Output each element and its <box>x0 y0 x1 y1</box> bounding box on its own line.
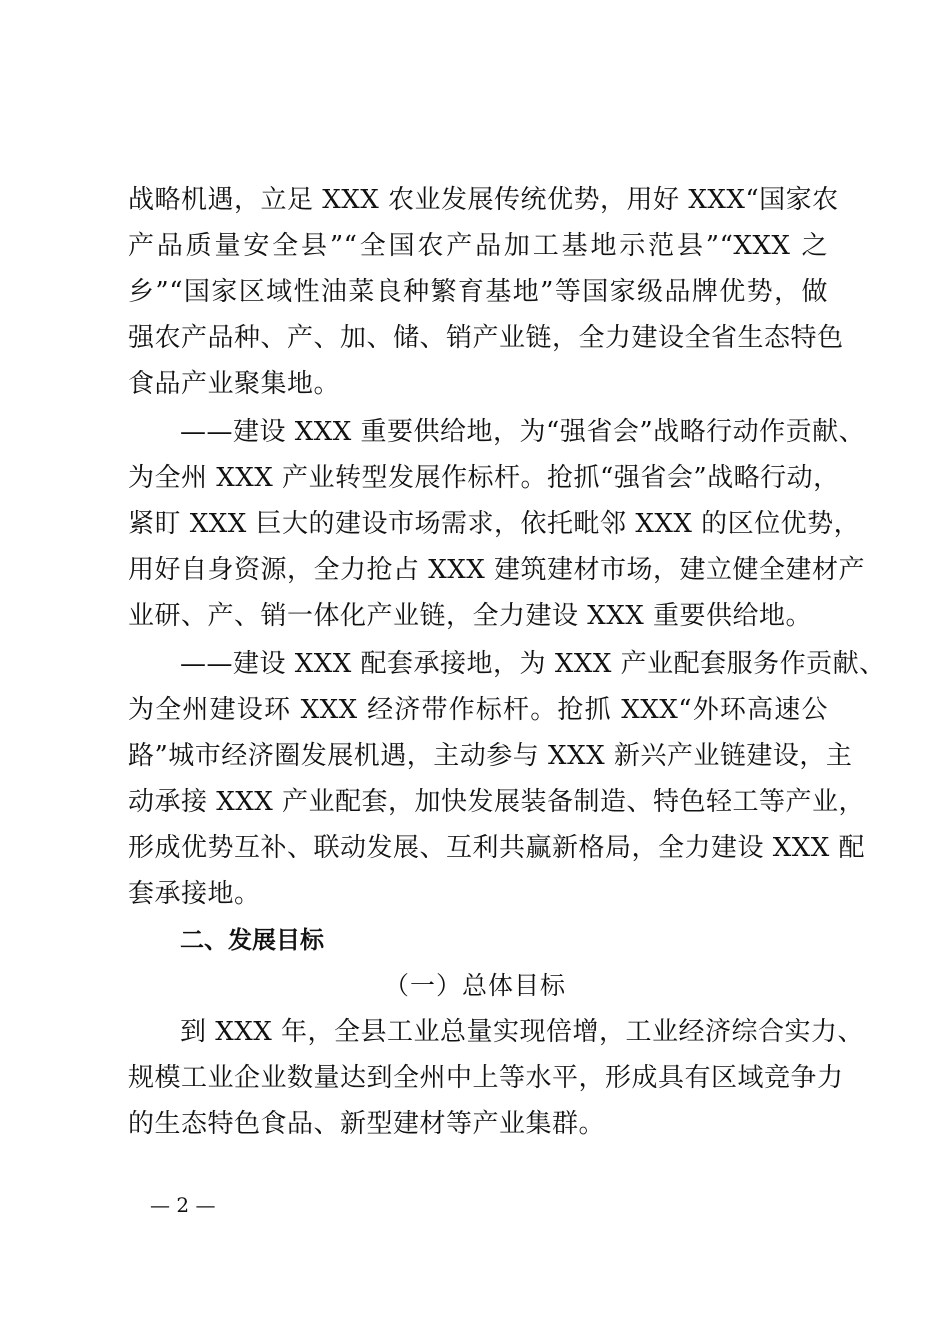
paragraph-1-line-3: 乡”“国家区域性油菜良种繁育基地”等国家级品牌优势，做 <box>128 277 828 307</box>
goal-paragraph-line-3: 的生态特色食品、新型建材等产业集群。 <box>128 1109 606 1139</box>
paragraph-1-line-2: 产品质量安全县”“全国农产品加工基地示范县”“XXX 之 <box>128 231 828 261</box>
paragraph-2-line-1: ——建设 XXX 重要供给地，为“强省会”战略行动作贡献、 <box>180 417 866 447</box>
paragraph-2-line-3: 紧盯 XXX 巨大的建设市场需求，依托毗邻 XXX 的区位优势， <box>128 509 861 539</box>
paragraph-3-line-3: 路”城市经济圈发展机遇，主动参与 XXX 新兴产业链建设，主 <box>128 741 853 771</box>
paragraph-1-line-5: 食品产业聚集地。 <box>128 369 341 399</box>
paragraph-2-line-4: 用好自身资源，全力抢占 XXX 建筑建材市场，建立健全建材产 <box>128 555 866 585</box>
paragraph-3-line-2: 为全州建设环 XXX 经济带作标杆。抢抓 XXX“外环高速公 <box>128 695 828 725</box>
paragraph-3-line-1: ——建设 XXX 配套承接地，为 XXX 产业配套服务作贡献、 <box>180 649 886 679</box>
paragraph-3-line-6: 套承接地。 <box>128 879 261 909</box>
paragraph-3-line-5: 形成优势互补、联动发展、互利共赢新格局，全力建设 XXX 配 <box>128 833 866 863</box>
paragraph-1-line-4: 强农产品种、产、加、储、销产业链，全力建设全省生态特色 <box>128 323 844 353</box>
paragraph-2-line-2: 为全州 XXX 产业转型发展作标杆。抢抓“强省会”战略行动， <box>128 463 840 493</box>
goal-paragraph-line-1: 到 XXX 年，全县工业总量实现倍增，工业经济综合实力、 <box>180 1017 865 1047</box>
paragraph-1-line-1: 战略机遇，立足 XXX 农业发展传统优势，用好 XXX“国家农 <box>128 185 839 215</box>
paragraph-3-line-4: 动承接 XXX 产业配套，加快发展装备制造、特色轻工等产业， <box>128 787 866 817</box>
subsection-heading: （一）总体目标 <box>383 971 566 1000</box>
section-heading: 二、发展目标 <box>180 926 324 954</box>
goal-paragraph-line-2: 规模工业企业数量达到全州中上等水平，形成具有区域竞争力 <box>128 1063 844 1093</box>
paragraph-2-line-5: 业研、产、销一体化产业链，全力建设 XXX 重要供给地。 <box>128 601 813 631</box>
page-number: — 2 — <box>150 1193 216 1217</box>
